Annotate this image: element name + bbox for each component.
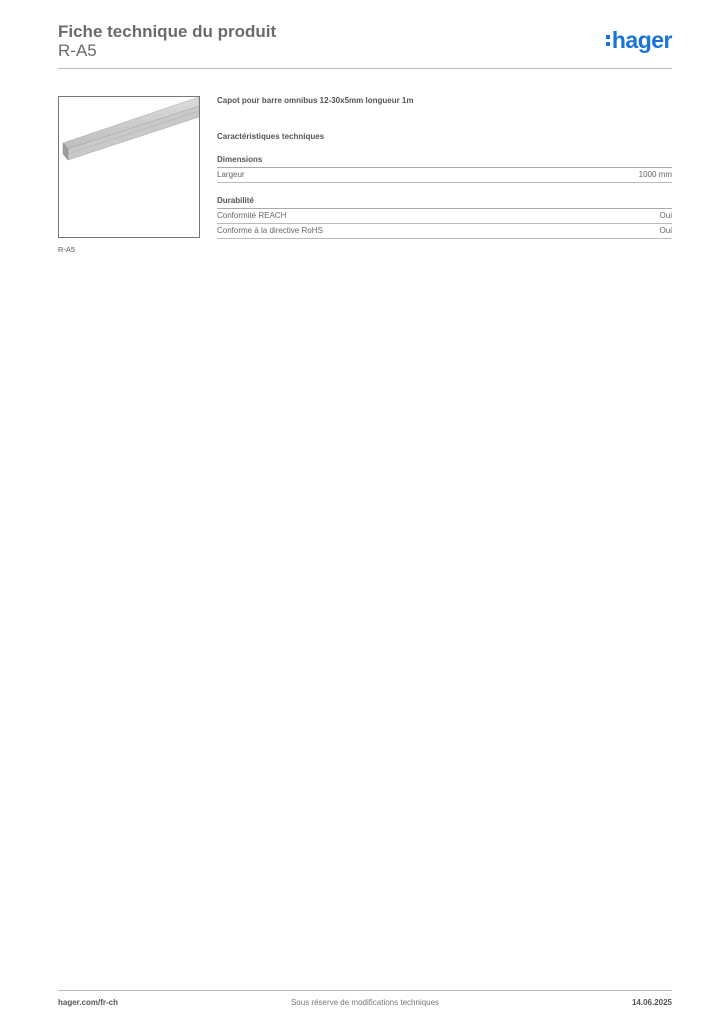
footer-date: 14.06.2025 xyxy=(631,998,672,1007)
footer-website-link[interactable]: hager.com/fr-ch xyxy=(58,998,119,1007)
header-divider xyxy=(58,68,672,69)
spec-row xyxy=(217,224,672,239)
logo-dots-icon xyxy=(606,35,610,46)
product-details xyxy=(217,96,672,239)
spec-label: Largeur xyxy=(217,170,245,179)
spec-value: 1000 mm xyxy=(638,170,672,179)
spec-row xyxy=(217,209,672,224)
hager-logo xyxy=(606,27,672,54)
product-image xyxy=(58,96,200,238)
footer-disclaimer: Sous réserve de modifications techniques xyxy=(290,998,440,1007)
specs-heading: Caractéristiques techniques xyxy=(217,132,325,141)
spec-value: Oui xyxy=(659,226,672,235)
spec-value: Oui xyxy=(659,211,672,220)
spec-group-title: Durabilité xyxy=(217,196,672,209)
spec-row xyxy=(217,168,672,183)
image-caption: R-A5 xyxy=(58,245,76,254)
logo-text: hager xyxy=(611,27,672,53)
busbar-cover-illustration xyxy=(59,97,199,237)
product-description: Capot pour barre omnibus 12-30x5mm longueur 1m xyxy=(217,96,414,105)
page-header xyxy=(58,20,672,68)
page-title: Fiche technique du produit xyxy=(58,22,277,41)
spec-group-title: Dimensions xyxy=(217,155,672,168)
product-reference: R-A5 xyxy=(58,41,97,60)
spec-label: Conformité REACH xyxy=(217,211,287,220)
spec-label: Conforme à la directive RoHS xyxy=(217,226,323,235)
footer-divider xyxy=(58,990,672,991)
